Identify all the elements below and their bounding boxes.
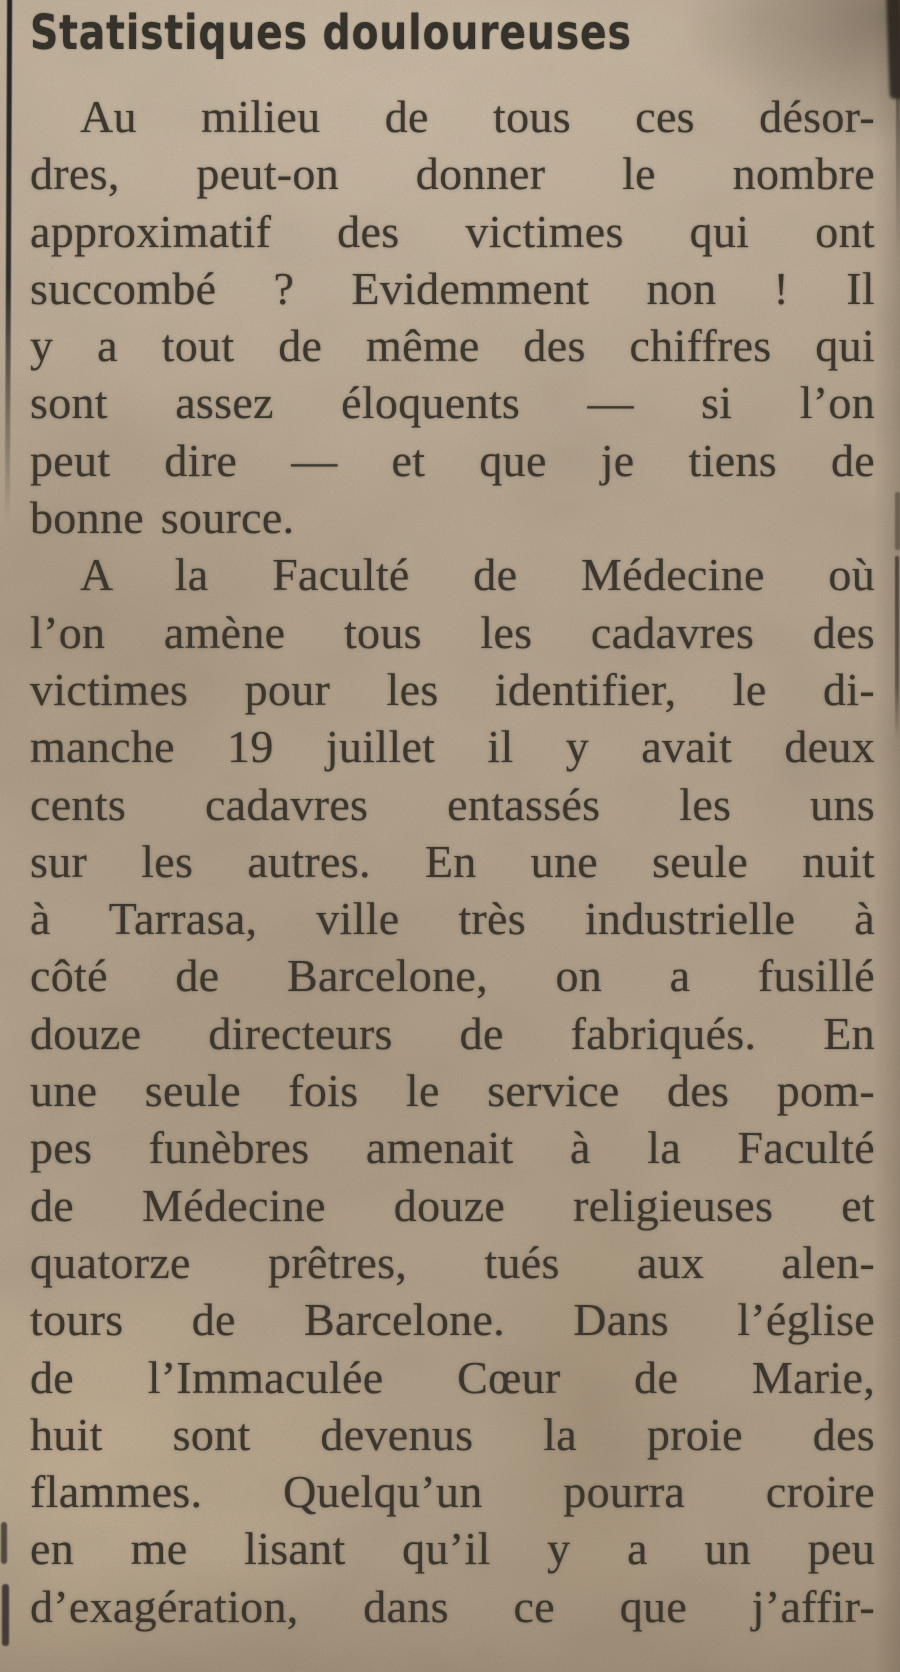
column-rule-right-dash: [895, 492, 900, 550]
text-line: huit sont devenus la proie des: [30, 1408, 875, 1460]
text-line: tours de Barcelone. Dans l’église: [30, 1294, 875, 1346]
text-line: cents cadavres entassés les uns: [30, 778, 875, 830]
text-line: flammes. Quelqu’un pourra croire: [30, 1466, 875, 1518]
text-line: approximatif des victimes qui ont: [30, 205, 875, 257]
text-line: l’on amène tous les cadavres des: [30, 606, 875, 658]
text-line: sont assez éloquents — si l’on: [30, 377, 875, 429]
text-line: d’exagération, dans ce que j’affir-: [30, 1580, 875, 1632]
article-lines: [30, 88, 875, 1635]
article-body: [30, 88, 875, 1635]
column-rule-left: [5, 0, 12, 524]
text-line: Au milieu de tous ces désor-: [80, 91, 875, 142]
text-line: à Tarrasa, ville très industrielle à: [30, 893, 875, 945]
article-headline: Statistiques douloureuses: [30, 5, 632, 61]
column-rule-left-dash: [2, 1584, 9, 1646]
text-line: peut dire — et que je tiens de: [30, 434, 875, 486]
text-line: succombé ? Evidemment non ! Il: [30, 262, 875, 314]
text-line: y a tout de même des chiffres qui: [30, 320, 875, 372]
text-line: manche 19 juillet il y avait deux: [30, 721, 875, 773]
text-line: dres, peut-on donner le nombre: [30, 148, 875, 200]
text-line: quatorze prêtres, tués aux alen-: [30, 1236, 875, 1288]
text-line: en me lisant qu’il y a un peu: [30, 1523, 875, 1575]
text-line: une seule fois le service des pom-: [30, 1065, 875, 1117]
text-line: bonne source.: [30, 492, 295, 544]
column-rule-right: [896, 92, 900, 257]
text-line: de l’Immaculée Cœur de Marie,: [30, 1351, 875, 1403]
text-line: victimes pour les identifier, le di-: [30, 663, 875, 715]
text-line: de Médecine douze religieuses et: [30, 1179, 875, 1231]
text-line: côté de Barcelone, on a fusillé: [30, 950, 875, 1002]
clip-edge-shadow-top-right: [886, 0, 900, 99]
column-rule-right: [895, 556, 899, 741]
text-line: sur les autres. En une seule nuit: [30, 835, 875, 887]
text-line: A la Faculté de Médecine où: [80, 549, 875, 601]
text-line: douze directeurs de fabriqués. En: [30, 1007, 875, 1059]
column-rule-left-dash: [1, 1522, 7, 1564]
text-line: pes funèbres amenait à la Faculté: [30, 1122, 875, 1174]
